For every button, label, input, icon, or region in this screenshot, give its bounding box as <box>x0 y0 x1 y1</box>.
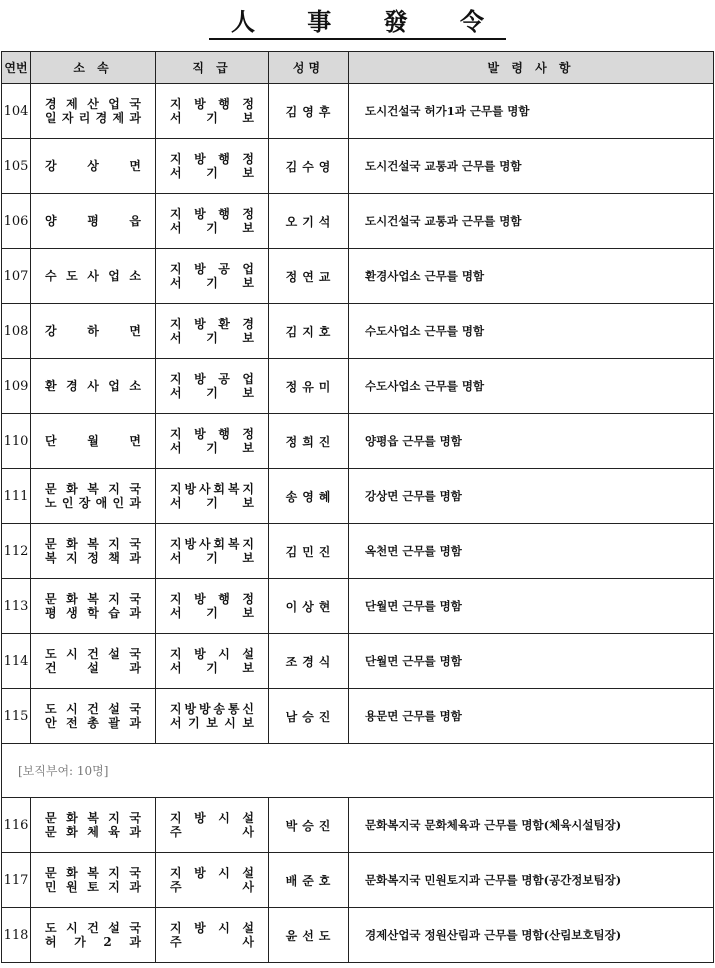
appointment-note: 수도사업소 근무를 명함 <box>349 304 714 359</box>
rank-line: 지 방 시 설 <box>170 647 254 661</box>
person-name: 정희진 <box>269 414 349 469</box>
table-row <box>2 414 714 469</box>
rank-line: 주 사 <box>170 880 254 894</box>
rank-line: 서 기 보 <box>170 221 254 235</box>
department-cell <box>31 579 156 634</box>
department-cell <box>31 249 156 304</box>
table-row <box>2 194 714 249</box>
person-name: 남승진 <box>269 689 349 744</box>
rank-line: 지 방 행 정 <box>170 97 254 111</box>
rank-line: 서 기 보 <box>170 331 254 345</box>
rank-cell <box>156 634 269 689</box>
department-line: 도 시 건 설 국 <box>45 647 141 661</box>
person-name: 김민진 <box>269 524 349 579</box>
department-line: 안 전 총 괄 과 <box>45 716 141 730</box>
appointment-note: 도시건설국 허가1과 근무를 명함 <box>349 84 714 139</box>
table-row <box>2 579 714 634</box>
department-line: 민 원 토 지 과 <box>45 880 141 894</box>
table-row <box>2 304 714 359</box>
header-dept: 소 속 <box>31 52 156 84</box>
department-cell <box>31 414 156 469</box>
rank-line: 지 방 환 경 <box>170 317 254 331</box>
rank-line: 지 방 행 정 <box>170 427 254 441</box>
document-title-wrap <box>0 8 715 40</box>
department-line: 강 상 면 <box>45 159 141 173</box>
rank-line: 지 방 공 업 <box>170 372 254 386</box>
rank-line: 서 기 보 <box>170 276 254 290</box>
department-line: 허 가 2 과 <box>45 935 141 949</box>
person-name: 조경식 <box>269 634 349 689</box>
department-line: 수 도 사 업 소 <box>45 269 141 283</box>
department-line: 노 인 장 애 인 과 <box>45 496 141 510</box>
rank-cell <box>156 84 269 139</box>
rank-cell <box>156 139 269 194</box>
department-line: 문 화 복 지 국 <box>45 482 141 496</box>
rank-line: 서 기 보 <box>170 606 254 620</box>
rank-line: 서 기 보 <box>170 441 254 455</box>
rank-cell <box>156 414 269 469</box>
appointment-note: 단월면 근무를 명함 <box>349 634 714 689</box>
person-name: 윤선도 <box>269 908 349 963</box>
department-line: 평 생 학 습 과 <box>45 606 141 620</box>
appointment-note: 문화복지국 문화체육과 근무를 명함(체육시설팀장) <box>349 798 714 853</box>
rank-cell <box>156 304 269 359</box>
person-name: 오기석 <box>269 194 349 249</box>
person-name: 정연교 <box>269 249 349 304</box>
header-no: 연번 <box>2 52 31 84</box>
header-rank: 직 급 <box>156 52 269 84</box>
section-separator-row <box>2 744 714 798</box>
table-row <box>2 139 714 194</box>
rank-line: 지 방 시 설 <box>170 921 254 935</box>
rank-cell <box>156 579 269 634</box>
department-line: 단 월 면 <box>45 434 141 448</box>
row-number: 107 <box>2 249 31 304</box>
department-line: 문 화 복 지 국 <box>45 592 141 606</box>
rank-line: 지 방 행 정 <box>170 207 254 221</box>
department-cell <box>31 689 156 744</box>
appointment-note: 도시건설국 교통과 근무를 명함 <box>349 139 714 194</box>
appointment-note: 수도사업소 근무를 명함 <box>349 359 714 414</box>
department-line: 문 화 체 육 과 <box>45 825 141 839</box>
appointment-note: 강상면 근무를 명함 <box>349 469 714 524</box>
department-line: 일 자 리 경 제 과 <box>45 111 141 125</box>
person-name: 김지호 <box>269 304 349 359</box>
rank-cell <box>156 249 269 304</box>
table-row <box>2 524 714 579</box>
row-number: 110 <box>2 414 31 469</box>
department-line: 도 시 건 설 국 <box>45 702 141 716</box>
department-cell <box>31 304 156 359</box>
department-cell <box>31 139 156 194</box>
row-number: 106 <box>2 194 31 249</box>
appointment-table <box>1 51 714 963</box>
person-name: 배준호 <box>269 853 349 908</box>
department-cell <box>31 524 156 579</box>
table-row <box>2 689 714 744</box>
rank-cell <box>156 524 269 579</box>
department-line: 경 제 산 업 국 <box>45 97 141 111</box>
department-cell <box>31 84 156 139</box>
table-row <box>2 908 714 963</box>
rank-line: 서 기 보 <box>170 386 254 400</box>
table-header-row <box>2 52 714 84</box>
rank-cell <box>156 798 269 853</box>
rank-cell <box>156 908 269 963</box>
rank-line: 지 방 방 송 통 신 <box>170 702 254 716</box>
row-number: 115 <box>2 689 31 744</box>
rank-line: 서 기 보 <box>170 111 254 125</box>
rank-line: 지 방 사 회 복 지 <box>170 482 254 496</box>
rank-line: 지 방 행 정 <box>170 152 254 166</box>
department-line: 환 경 사 업 소 <box>45 379 141 393</box>
appointment-note: 용문면 근무를 명함 <box>349 689 714 744</box>
rank-cell <box>156 469 269 524</box>
row-number: 111 <box>2 469 31 524</box>
header-note: 발 령 사 항 <box>349 52 714 84</box>
appointment-note: 환경사업소 근무를 명함 <box>349 249 714 304</box>
rank-line: 서 기 보 <box>170 166 254 180</box>
document-title: 人 事 發 令 <box>209 8 506 40</box>
department-cell <box>31 359 156 414</box>
person-name: 송영혜 <box>269 469 349 524</box>
department-cell <box>31 798 156 853</box>
row-number: 109 <box>2 359 31 414</box>
rank-line: 지 방 시 설 <box>170 866 254 880</box>
rank-line: 지 방 시 설 <box>170 811 254 825</box>
header-name: 성명 <box>269 52 349 84</box>
row-number: 117 <box>2 853 31 908</box>
table-row <box>2 359 714 414</box>
table-row <box>2 634 714 689</box>
rank-cell <box>156 853 269 908</box>
section-separator-label: [보직부여: 10명] <box>2 744 714 798</box>
row-number: 118 <box>2 908 31 963</box>
rank-line: 지 방 행 정 <box>170 592 254 606</box>
rank-line: 지 방 사 회 복 지 <box>170 537 254 551</box>
person-name: 정유미 <box>269 359 349 414</box>
appointment-note: 경제산업국 정원산림과 근무를 명함(산림보호팀장) <box>349 908 714 963</box>
department-cell <box>31 634 156 689</box>
appointment-note: 도시건설국 교통과 근무를 명함 <box>349 194 714 249</box>
department-cell <box>31 908 156 963</box>
department-line: 건 설 과 <box>45 661 141 675</box>
department-line: 도 시 건 설 국 <box>45 921 141 935</box>
appointment-note: 단월면 근무를 명함 <box>349 579 714 634</box>
rank-line: 지 방 공 업 <box>170 262 254 276</box>
person-name: 이상현 <box>269 579 349 634</box>
table-row <box>2 853 714 908</box>
table-row <box>2 469 714 524</box>
row-number: 114 <box>2 634 31 689</box>
person-name: 박승진 <box>269 798 349 853</box>
department-line: 문 화 복 지 국 <box>45 811 141 825</box>
appointment-note: 양평읍 근무를 명함 <box>349 414 714 469</box>
person-name: 김수영 <box>269 139 349 194</box>
department-line: 강 하 면 <box>45 324 141 338</box>
table-row <box>2 798 714 853</box>
rank-line: 서 기 보 <box>170 661 254 675</box>
rank-cell <box>156 689 269 744</box>
table-row <box>2 249 714 304</box>
rank-line: 주 사 <box>170 935 254 949</box>
department-cell <box>31 194 156 249</box>
appointment-note: 옥천면 근무를 명함 <box>349 524 714 579</box>
rank-line: 서 기 보 <box>170 551 254 565</box>
table-body <box>2 84 714 963</box>
table-row <box>2 84 714 139</box>
row-number: 104 <box>2 84 31 139</box>
appointment-note: 문화복지국 민원토지과 근무를 명함(공간정보팀장) <box>349 853 714 908</box>
row-number: 108 <box>2 304 31 359</box>
department-line: 문 화 복 지 국 <box>45 866 141 880</box>
row-number: 112 <box>2 524 31 579</box>
department-cell <box>31 853 156 908</box>
row-number: 113 <box>2 579 31 634</box>
row-number: 105 <box>2 139 31 194</box>
department-line: 문 화 복 지 국 <box>45 537 141 551</box>
rank-line: 서 기 보 시 보 <box>170 716 254 730</box>
row-number: 116 <box>2 798 31 853</box>
rank-line: 서 기 보 <box>170 496 254 510</box>
rank-cell <box>156 194 269 249</box>
department-line: 양 평 읍 <box>45 214 141 228</box>
department-line: 복 지 정 책 과 <box>45 551 141 565</box>
person-name: 김영후 <box>269 84 349 139</box>
rank-cell <box>156 359 269 414</box>
rank-line: 주 사 <box>170 825 254 839</box>
department-cell <box>31 469 156 524</box>
